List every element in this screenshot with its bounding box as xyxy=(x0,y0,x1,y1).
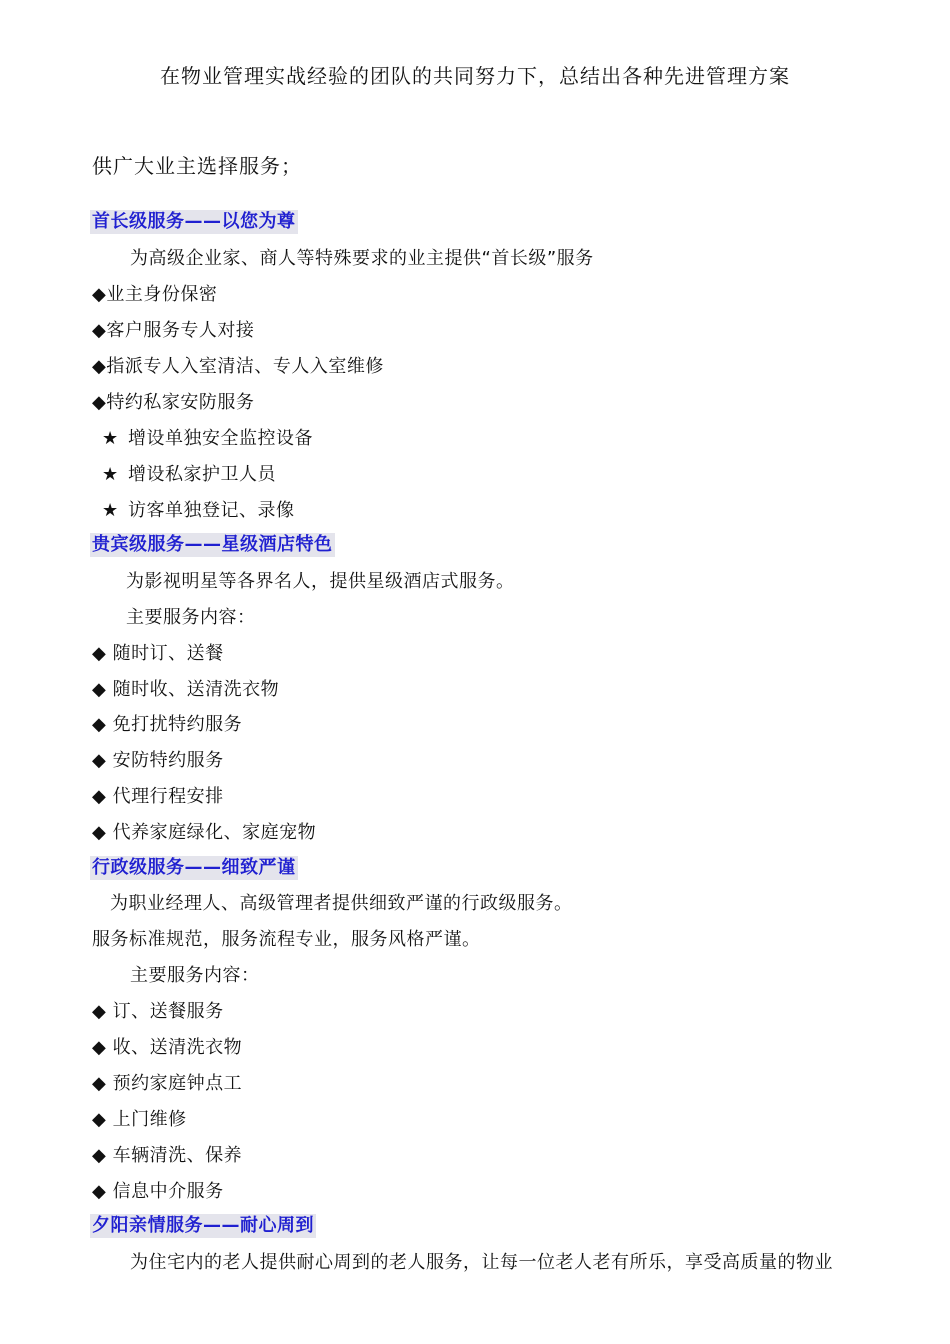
diamond-bullet-icon: ◆ xyxy=(92,284,107,305)
list-item: ◆ 预约家庭钟点工 xyxy=(92,1073,243,1094)
list-item: ◆ 随时订、送餐 xyxy=(92,643,224,664)
section-heading: 首长级服务——以您为尊 xyxy=(92,211,296,232)
diamond-bullet-icon: ◆ xyxy=(92,822,107,843)
section-desc: 为住宅内的老人提供耐心周到的老人服务，让每一位老人老有所乐，享受高质量的物业 xyxy=(130,1252,833,1273)
diamond-bullet-icon: ◆ xyxy=(92,643,107,664)
list-item: ◆ 收、送清洗衣物 xyxy=(92,1037,243,1058)
sub-list-item: ★ 访客单独登记、录像 xyxy=(102,500,295,521)
diamond-bullet-icon: ◆ xyxy=(92,714,107,735)
list-item: ◆业主身份保密 xyxy=(92,284,218,305)
section-desc: 为职业经理人、高级管理者提供细致严谨的行政级服务。 xyxy=(110,893,573,914)
intro-line-1: 在物业管理实战经验的团队的共同努力下，总结出各种先进管理方案 xyxy=(160,64,790,88)
diamond-bullet-icon: ◆ xyxy=(92,320,107,341)
star-bullet-icon: ★ xyxy=(102,500,119,521)
diamond-bullet-icon: ◆ xyxy=(92,1109,107,1130)
list-item: ◆ 订、送餐服务 xyxy=(92,1001,224,1022)
list-item: ◆ 安防特约服务 xyxy=(92,750,224,771)
sub-list-item: ★ 增设私家护卫人员 xyxy=(102,464,276,485)
diamond-bullet-icon: ◆ xyxy=(92,679,107,700)
diamond-bullet-icon: ◆ xyxy=(92,1001,107,1022)
section-heading: 贵宾级服务——星级酒店特色 xyxy=(92,534,333,555)
section-desc-2: 服务标准规范，服务流程专业，服务风格严谨。 xyxy=(92,929,481,950)
diamond-bullet-icon: ◆ xyxy=(92,1145,107,1166)
list-item: ◆ 上门维修 xyxy=(92,1109,187,1130)
list-item: ◆指派专人入室清洁、专人入室维修 xyxy=(92,356,384,377)
list-item: ◆ 代养家庭绿化、家庭宠物 xyxy=(92,822,317,843)
list-item: ◆特约私家安防服务 xyxy=(92,392,255,413)
section-desc: 为高级企业家、商人等特殊要求的业主提供“首长级”服务 xyxy=(130,248,594,269)
list-item: ◆ 信息中介服务 xyxy=(92,1181,224,1202)
section-desc: 为影视明星等各界名人，提供星级酒店式服务。 xyxy=(126,571,515,592)
diamond-bullet-icon: ◆ xyxy=(92,786,107,807)
list-item: ◆ 免打扰特约服务 xyxy=(92,714,243,735)
list-item: ◆ 代理行程安排 xyxy=(92,786,224,807)
list-item: ◆ 车辆清洗、保养 xyxy=(92,1145,243,1166)
diamond-bullet-icon: ◆ xyxy=(92,1073,107,1094)
content-label: 主要服务内容： xyxy=(130,965,260,986)
diamond-bullet-icon: ◆ xyxy=(92,356,107,377)
list-item: ◆ 随时收、送清洗衣物 xyxy=(92,679,280,700)
sub-list-item: ★ 增设单独安全监控设备 xyxy=(102,428,313,449)
list-item: ◆客户服务专人对接 xyxy=(92,320,255,341)
content-label: 主要服务内容： xyxy=(126,607,256,628)
diamond-bullet-icon: ◆ xyxy=(92,1037,107,1058)
star-bullet-icon: ★ xyxy=(102,464,119,485)
star-bullet-icon: ★ xyxy=(102,428,119,449)
diamond-bullet-icon: ◆ xyxy=(92,1181,107,1202)
diamond-bullet-icon: ◆ xyxy=(92,750,107,771)
diamond-bullet-icon: ◆ xyxy=(92,392,107,413)
section-heading: 夕阳亲情服务——耐心周到 xyxy=(92,1215,314,1236)
intro-line-2: 供广大业主选择服务； xyxy=(92,154,302,178)
section-heading: 行政级服务——细致严谨 xyxy=(92,857,296,878)
